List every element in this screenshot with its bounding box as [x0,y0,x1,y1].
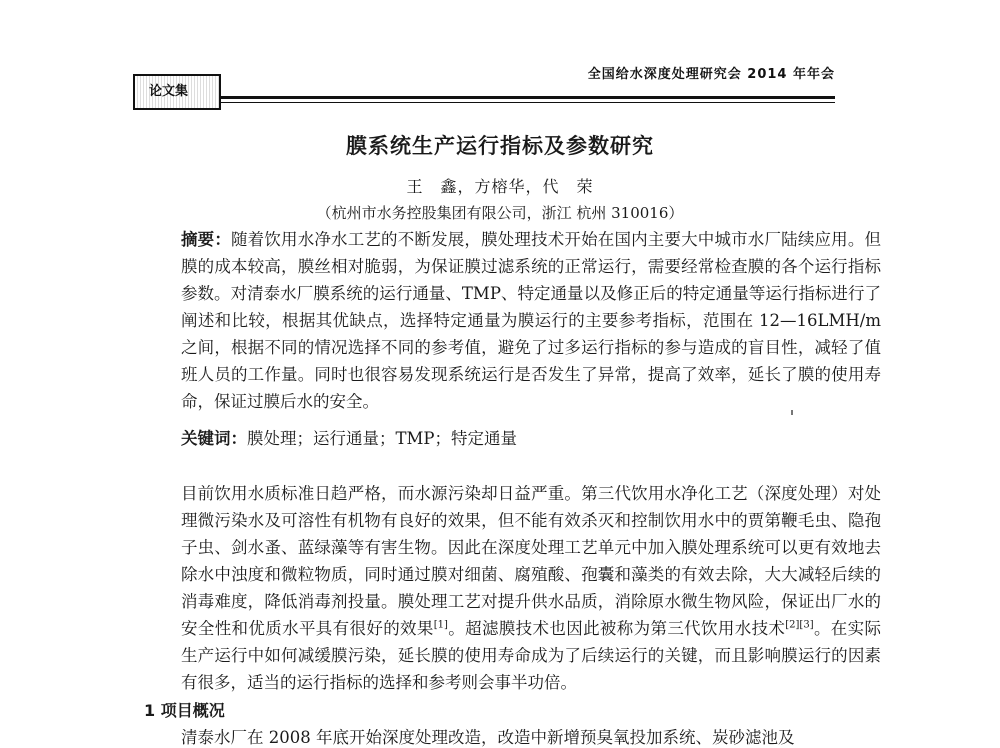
abstract-text: 随着饮用水净水工艺的不断发展，膜处理技术开始在国内主要大中城市水厂陆续应用。但膜的成本较高，膜丝相对脆弱，为保证膜过滤系统的正常运行，需要经常检查膜的各个运行指标参数。对清泰水厂膜系统的运行通量、TMP、特定通量以及修正后的特定通量等运行指标进行了阐述和比较，根据其优缺点，选择特定通量为膜运行的主要参考指标，范围在 12—16LMH/m 之间，根据不同的情况选择不同的参考值，避免了过多运行指标的参与造成的盲目性，减轻了值班人员的工作量。同时也很容易发现系统运行是否发生了异常，提高了效率，延长了膜的使用寿命，保证过膜后水的安全。 [181,230,882,411]
affiliation: （杭州市水务控股集团有限公司，浙江 杭州 310016） [316,204,684,222]
body-text-2: 。超滤膜技术也因此被称为第三代饮用水技术 [447,619,786,638]
section-badge [133,74,221,110]
header-rule-thin [219,102,835,103]
citation-1[interactable]: [1] [433,619,448,631]
keywords [148,425,881,452]
section-badge-label: 论文集 [149,84,189,99]
section-heading: 1 项目概况 [144,701,225,720]
body-paragraph [148,480,881,696]
header-rule [219,96,835,99]
paper-title: 膜系统生产运行指标及参数研究 [346,134,654,158]
abstract-label: 摘要： [181,230,232,249]
cut-off-line: 清泰水厂在 2008 年底开始深度处理改造，改造中新增预臭氧投加系统、炭砂滤池及 [181,728,795,747]
keywords-text: 膜处理；运行通量；TMP；特定通量 [247,429,518,448]
keywords-label: 关键词： [181,429,247,448]
body-text-3: 。在实际生产运行中如何减缓膜污染，延长膜的使用寿命成为了后续运行的关键，而且影响膜运行的因素有很多，适当的运行指标的选择和参考则会事半功倍。 [181,619,882,692]
abstract [148,226,881,415]
journal-header: 全国给水深度处理研究会 2014 年年会 [587,67,835,82]
citation-2-3[interactable]: [2][3] [785,619,814,631]
body-text-1: 目前饮用水质标准日趋严格，而水源污染却日益严重。第三代饮用水净化工艺（深度处理）对处理微污染水及可溶性有机物有良好的效果，但不能有效杀灭和控制饮用水中的贾第鞭毛虫、隐孢子虫、剑水蚤、蓝绿藻等有害生物。因此在深度处理工艺单元中加入膜处理系统可以更有效地去除水中浊度和微粒物质，同时通过膜对细菌、腐殖酸、孢囊和藻类的有效去除，大大减轻后续的消毒难度，降低消毒剂投量。膜处理工艺对提升供水品质，消除原水微生物风险，保证出厂水的安全性和优质水平具有很好的效果 [181,484,881,638]
authors: 王 鑫，方榕华，代 荣 [406,177,594,196]
scan-speck [791,410,793,415]
